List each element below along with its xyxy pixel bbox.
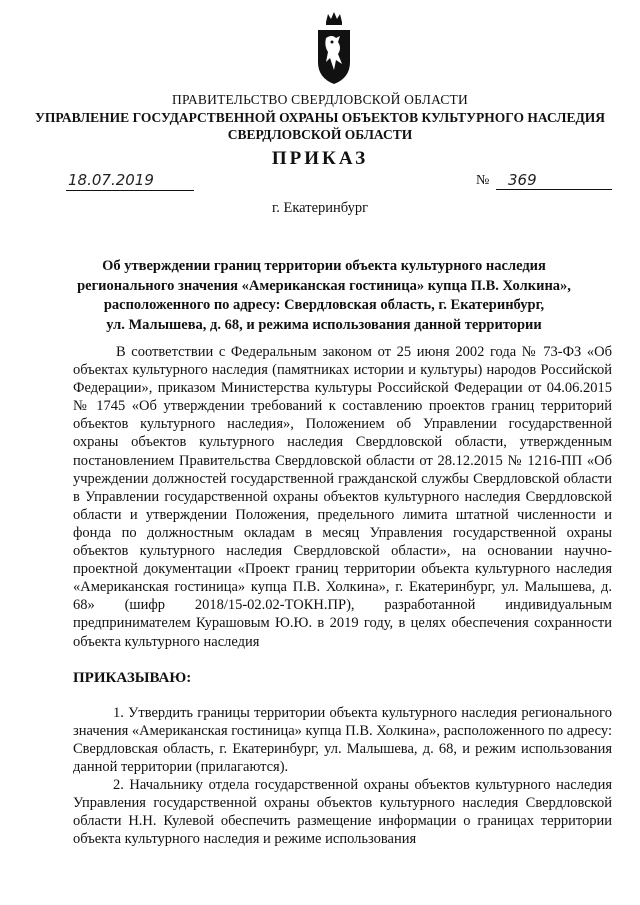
subject-line-1: Об утверждении границ территории объекта культурного наследия bbox=[102, 258, 546, 274]
order-number: 369 bbox=[496, 170, 612, 190]
order-subject bbox=[68, 257, 580, 335]
department-line-1: УПРАВЛЕНИЕ ГОСУДАРСТВЕННОЙ ОХРАНЫ ОБЪЕКТОВ КУЛЬТУРНОГО НАСЛЕДИЯ bbox=[34, 110, 606, 125]
department-line-2: СВЕРДЛОВСКОЙ ОБЛАСТИ bbox=[227, 127, 413, 142]
subject-line-3: расположенного по адресу: Свердловская область, г. Екатеринбург, bbox=[103, 297, 545, 313]
government-name: ПРАВИТЕЛЬСТВО СВЕРДЛОВСКОЙ ОБЛАСТИ bbox=[172, 92, 468, 107]
order-date: 18.07.2019 bbox=[66, 170, 194, 191]
department-name bbox=[0, 109, 640, 143]
subject-line-2: регионального значения «Американская гостиница» купца П.В. Холкина», bbox=[77, 277, 571, 294]
order-number-block bbox=[476, 170, 604, 190]
order-item-2: 2. Начальнику отдела государственной охраны объектов культурного наследия Управления государственной охраны объектов культурного наследия Свердловской области Н.Н. Кулевой обеспечить размещение информации о границах территории объекта культурного наследия и режиме использования bbox=[73, 777, 612, 848]
coat-of-arms-icon bbox=[312, 8, 356, 88]
document-type-title: ПРИКАЗ bbox=[271, 148, 369, 169]
preamble-paragraph: В соответствии с Федеральным законом от 25 июня 2002 года № 73-ФЗ «Об объектах культурного наследия (памятниках истории и культуры) народов Российской Федерации», приказом Министерства культуры Российской Федерации от 04.06.2015 № 1745 «Об утверждении требований к составлению проектов границ территорий объектов культурного наследия», Положением об Управлении государственной охраны объектов культурного наследия Свердловской области, утвержденным постановлением Правительства Свердловской области от 28.12.2015 № 1216-ПП «Об учреждении должностей государственной гражданской службы Свердловской области в Управлении государственной охраны объектов культурного наследия Свердловской области и утверждении Положения, предельного лимита штатной численности и фонда по должностным окладам в месяц Управления государственной охраны объектов культурного наследия Свердловской области», на основании научно-проектной документации «Проект границ территории объекта культурного наследия «Американская гостиница» купца П.В. Холкина», г. Екатеринбург, ул. Малышева, д. 68» (шифр 2018/15-02.02-ТОКН.ПР), разработанной индивидуальным предпринимателем Курашовым Ю.Ю. в 2019 году, в целях обеспечения сохранности объекта культурного наследия bbox=[73, 344, 612, 650]
order-item-1: 1. Утвердить границы территории объекта культурного наследия регионального значения «Американская гостиница» купца П.В. Холкина», расположенного по адресу: Свердловская область, г. Екатеринбург, ул. Малышева, д. 68, и режим использования данной территории (прилагаются). bbox=[73, 705, 612, 776]
subject-line-4: ул. Малышева, д. 68, и режима использования данной территории bbox=[106, 316, 542, 333]
city: г. Екатеринбург bbox=[271, 200, 369, 216]
order-word: ПРИКАЗЫВАЮ: bbox=[73, 670, 192, 686]
number-label: № bbox=[476, 173, 490, 188]
